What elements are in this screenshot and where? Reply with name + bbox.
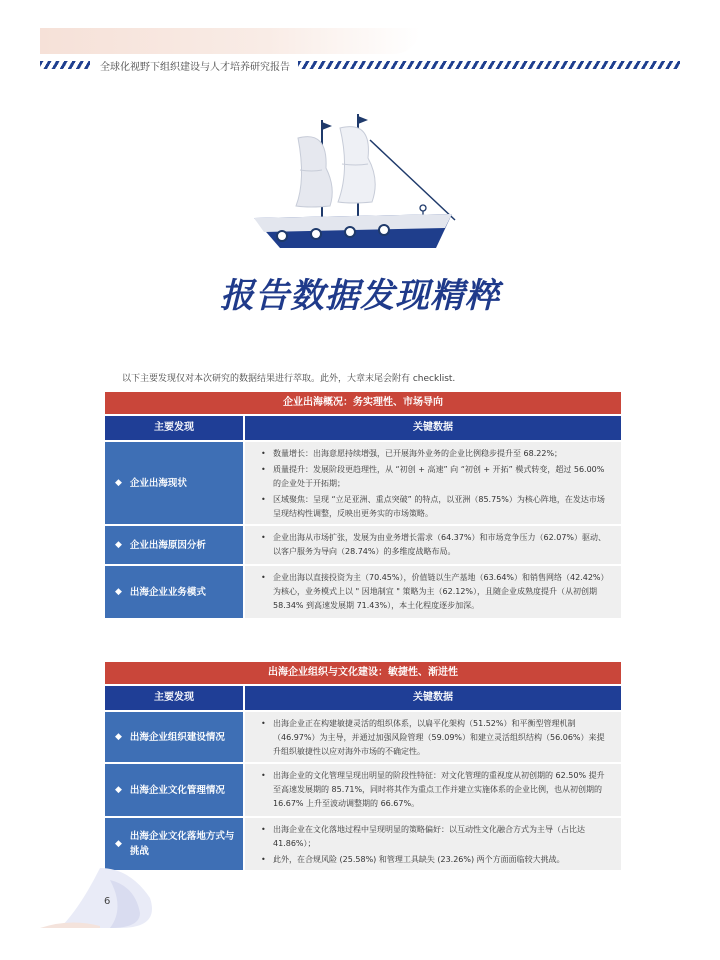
- diamond-icon: ◆: [115, 732, 122, 742]
- column-header-data: 关键数据: [245, 686, 621, 710]
- diamond-icon: ◆: [115, 587, 122, 597]
- intro-text: 以下主要发现仅对本次研究的数据结果进行萃取。此外，大章末尾会附有 checklist.: [122, 374, 456, 384]
- row-label: ◆ 出海企业组织建设情况: [105, 712, 243, 762]
- header-stripes-right: [298, 61, 680, 69]
- table-row: [105, 442, 621, 524]
- table-row: [105, 764, 621, 816]
- findings-table-2: [105, 662, 621, 870]
- sailing-ship-illustration: [240, 110, 470, 250]
- table-header: [105, 686, 621, 710]
- bullet-item: • 此外，在合规风险 (25.58%) 和管理工具缺失 (23.26%) 两个方面面临较大挑战。: [261, 853, 611, 867]
- page-title: 报告数据发现精粹: [220, 276, 500, 316]
- bullet-item: • 质量提升：发展阶段更趋理性，从 “初创 + 高速” 向 “初创 + 开拓” 模式转变，超过 56.00% 的企业处于开拓期；: [261, 463, 611, 491]
- footer-wave-decoration: [40, 868, 160, 928]
- diamond-icon: ◆: [115, 839, 122, 849]
- row-label: ◆ 出海企业文化管理情况: [105, 764, 243, 816]
- page-number: 6: [104, 896, 111, 907]
- table-header: [105, 416, 621, 440]
- row-label: ◆ 企业出海现状: [105, 442, 243, 524]
- findings-table-1: [105, 392, 621, 618]
- column-header-findings: 主要发现: [105, 686, 243, 710]
- row-label: ◆ 出海企业业务模式: [105, 566, 243, 618]
- running-header-title: 全球化视野下组织建设与人才培养研究报告: [100, 61, 290, 73]
- row-content: [245, 442, 621, 524]
- table-row: [105, 818, 621, 870]
- row-label: ◆ 出海企业文化落地方式与挑战: [105, 818, 243, 870]
- bullet-item: • 出海企业在文化落地过程中呈现明显的策略偏好：以互动性文化融合方式为主导（占比达 41.86%）；: [261, 823, 611, 851]
- header-stripes-left: [40, 61, 90, 69]
- column-header-data: 关键数据: [245, 416, 621, 440]
- bullet-item: • 企业出海以直接投资为主（70.45%），价值链以生产基地（63.64%）和销售网络（42.42%）为核心，业务模式上以 " 因地制宜 " 策略为主（62.12%），且随企业成熟度提升（从初创期 58.34% 到高速发展期 71.43%），本土化程度逐步加深。: [261, 571, 611, 613]
- table-row: [105, 526, 621, 564]
- column-header-findings: 主要发现: [105, 416, 243, 440]
- bullet-item: • 出海企业的文化管理呈现出明显的阶段性特征：对文化管理的重视度从初创期的 62.50% 提升至高速发展期的 85.71%，同时将其作为重点工作并建立实施体系的企业比例，也从初创期的 16.67% 上升至波动调整期的 66.67%。: [261, 769, 611, 811]
- table-row: [105, 712, 621, 762]
- bullet-item: • 数量增长：出海意愿持续增强，已开展海外业务的企业比例稳步提升至 68.22%；: [261, 447, 611, 461]
- bullet-item: • 企业出海从市场扩张，发展为由业务增长需求（64.37%）和市场竞争压力（62.07%）驱动、以客户服务为导向（28.74%）的多维度战略布局。: [261, 531, 611, 559]
- row-content: [245, 526, 621, 564]
- diamond-icon: ◆: [115, 540, 122, 550]
- row-content: [245, 764, 621, 816]
- running-header: [40, 58, 680, 72]
- row-content: [245, 818, 621, 870]
- diamond-icon: ◆: [115, 785, 122, 795]
- row-label: ◆ 企业出海原因分析: [105, 526, 243, 564]
- row-content: [245, 566, 621, 618]
- section-title: 出海企业组织与文化建设：敏捷性、渐进性: [105, 662, 621, 684]
- table-row: [105, 566, 621, 618]
- diamond-icon: ◆: [115, 478, 122, 488]
- bullet-item: • 出海企业正在构建敏捷灵活的组织体系，以扁平化架构（51.52%）和平衡型管理机制（46.97%）为主导，并通过加强风险管理（59.09%）和建立灵活组织结构（56.06%）来提升组织敏捷性以应对海外市场的不确定性。: [261, 717, 611, 759]
- header-decoration-band: [40, 28, 420, 54]
- section-title: 企业出海概况：务实理性、市场导向: [105, 392, 621, 414]
- bullet-item: • 区域聚焦：呈现 “立足亚洲、重点突破” 的特点，以亚洲（85.75%）为核心阵地，在发达市场呈现结构性调整，反映出更务实的市场策略。: [261, 493, 611, 521]
- row-content: [245, 712, 621, 762]
